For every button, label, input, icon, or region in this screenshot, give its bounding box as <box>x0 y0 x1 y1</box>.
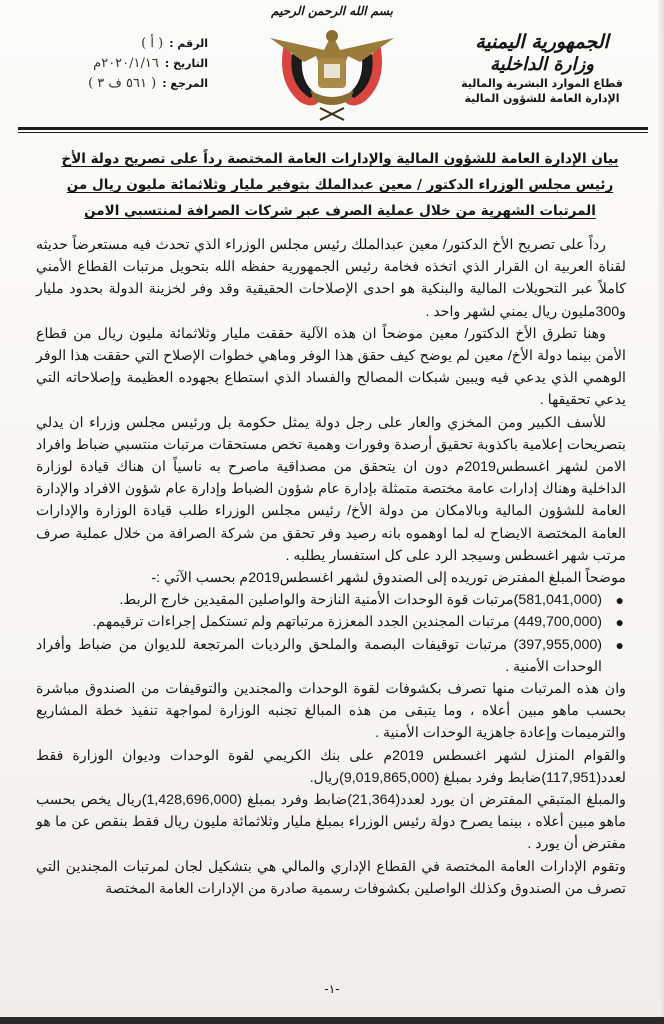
eagle-emblem-icon <box>262 4 402 124</box>
amounts-list <box>36 589 626 678</box>
letter-meta <box>38 34 208 94</box>
bullet-dot-icon: ● <box>615 614 624 631</box>
reference-label: المرجع : <box>162 77 208 90</box>
reference-row <box>38 74 208 94</box>
list-item: ● (449,700,000) مرتبات المجندين الجدد المعززة مرتباتهم ولم تستكمل إجراءات ترقيمهم. <box>36 611 602 633</box>
number-value: ( أ ) <box>141 36 164 51</box>
paragraph-3: للأسف الكبير ومن المخزي والعار على رجل دولة يمثل حكومة بل ورئيس مجلس وزراء ان يدلي بتصريحات إعلامية باكذوبة تحقيق أرصدة وفورات وهمية تخص مستحقات مرتبات منتسبي ضباط وافراد الامن لشهر اغسطس2019م دون ان يتحقق من مصداقية ماصرح به ناسياً ان هناك قيادة لوزارة الداخلية وهناك إدارات عامة مختصة متمثلة بإدارة عام شؤون الضباط وإدارة عام شؤون الافراد والإدارة العامة للشؤون المالية وبالامكان من دولة الأخ/ رئيس مجلس الوزراء طلب قيادة الوزارة والإدارات العامة المختصة الايضاح له لما اوهموه بانه رصيد وفر تحقق من شركة الصرافة من خلال عملية صرف مرتب شهر اغسطس وسيجد الرد على كل استفسار يطلبه . <box>36 414 626 564</box>
republic-name: الجمهورية اليمنية <box>475 31 609 53</box>
header-divider <box>18 127 648 130</box>
yemen-emblem <box>262 4 402 124</box>
paragraph-8: وتقوم الإدارات العامة المختصة في القطاع الإداري والمالي هي بتشكيل لجان لمرتبات المجندين التي تصرف من الصندوق وكذلك الواصلين بكشوفات رسمية صادرة من الإدارات العامة المختصة <box>36 858 626 897</box>
page-number: -١- <box>324 982 340 996</box>
bullet-dot-icon: ● <box>615 636 624 653</box>
reference-value: ( ٥٦١ ف ٣ ) <box>88 76 157 91</box>
title-line-3: المرتبات الشهرية من خلال عملية الصرف عبر شركات الصرافة لمنتسبي الامن <box>84 203 596 219</box>
scan-edge <box>658 0 664 1024</box>
paragraph-5: وان هذه المرتبات منها تصرف بكشوفات لقوة الوحدات والمجندين والتوقيفات من الصندوق مباشرة بحسب ماهو مبين أعلاه ، وما يتبقى من هذه المبالغ تجنبه الوزارة لمواجهة تنفيذ خطة المشاريع والترميمات وإعادة جاهزية الوحدات الأمنية . <box>36 681 626 742</box>
scan-bottom-edge <box>0 1017 664 1024</box>
date-label: التاريخ : <box>164 57 208 70</box>
list-item: ● (397,955,000) مرتبات توقيفات البصمة والملحق والرديات المرتجعة للديوان من ضباط وأفراد الوحدات الأمنية . <box>36 634 602 678</box>
title-line-2: رئيس مجلس الوزراء الدكتور / معين عبدالملك بتوفير مليار وثلاثمائة مليون ريال من <box>66 177 614 193</box>
title-line-1: بيان الإدارة العامة للشؤون المالية والإدارات العامة المختصة رداً على تصريح دولة الأخ <box>61 151 619 167</box>
statement-body <box>36 234 626 900</box>
department-name: الإدارة العامة للشؤون المالية <box>464 92 620 105</box>
date-value: ٢٠٢٠/١/١٦م <box>93 56 159 71</box>
bullet-dot-icon: ● <box>615 592 624 609</box>
ministry-name: وزارة الداخلية <box>490 54 594 75</box>
paragraph-2: وهنا تطرق الأخ الدكتور/ معين موضحاً ان هذه الآلية حققت مليار وثلاثمائة مليون ريال من قطاع الأمن بينما دولة الأخ/ معين لم يوضح كيف حقق هذا الوفر وماهي خطوات الإصلاح التي حققت هذا الوفر الوهمي الذي يدعي فيه ويبين شبكات المصالح والفساد الذي استطاع بجهوده العظيمة وإصلاحاته التي يدعي تحقيقها . <box>36 325 626 409</box>
basmala: بسم الله الرحمن الرحيم <box>271 4 393 18</box>
date-row <box>38 54 208 74</box>
statement-title <box>30 146 650 224</box>
number-label: الرقم : <box>169 37 208 50</box>
letterhead-right <box>442 30 642 106</box>
paragraph-1: رداً على تصريح الأخ الدكتور/ معين عبدالملك رئيس مجلس الوزراء الذي تحدث فيه مستعرضاً حديثه لقناة العربية ان القرار الذي اتخذه فخامة رئيس الجمهورية حفظه الله بتحويل مرتبات القطاع الأمني كاملاً عبر التحويلات المالية والبنكية هو احدى الإصلاحات الحقيقية وقد وفر لخزينة الدولة بحدود مليار و300مليون ريال يمني لشهر واحد . <box>36 237 626 320</box>
paragraph-6: والقوام المنزل لشهر اغسطس 2019م على بنك الكريمي لقوة الوحدات وديوان الوزارة فقط لعدد(117,951)ضابط وفرد بمبلغ (9,019,865,000)ريال. <box>36 747 627 786</box>
number-row <box>38 34 208 54</box>
paragraph-4: موضحاً المبلغ المفترض توريده إلى الصندوق لشهر اغسطس2019م بحسب الآتي :- <box>151 570 626 587</box>
sector-name: قطاع الموارد البشرية والمالية <box>461 77 623 90</box>
list-item: ● (581,041,000)مرتبات قوة الوحدات الأمنية النازحة والواصلين المقيدين خارج الربط. <box>36 589 602 611</box>
paragraph-7: والمبلغ المتبقي المفترض ان يورد لعدد(21,364)ضابط وفرد بمبلغ (1,428,696,000)ريال يخص بحسب ماهو مبين أعلاه ، بينما يصرح دولة رئيس الوزراء بمبلغ مليار وثلاثمائة مليون ريال فقط بنقص عن ما هو مفترض أن يورد . <box>36 792 626 853</box>
header-divider-thin <box>18 132 648 133</box>
